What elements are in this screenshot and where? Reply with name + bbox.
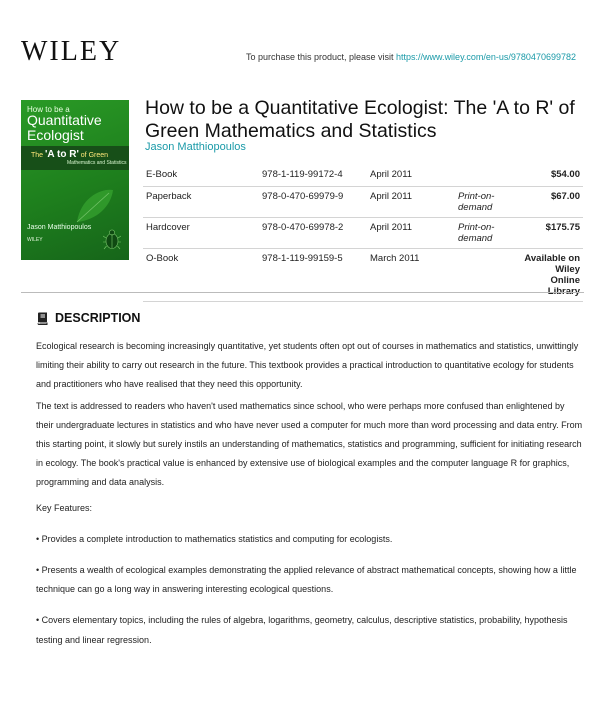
description-paragraph: Ecological research is becoming increasingly quantitative, yet students often opt out of courses in mathematics and statistics, unwittingly limiting their ability to carry out research in the future. This textbook provides a practical introduction to quantitative ecology for students and practitioners who have realised that they need this opportunity. (36, 341, 579, 390)
edition-isbn: 978-1-119-99172-4 (259, 165, 367, 187)
feature-item: • Presents a wealth of ecological examples demonstrating the applied relevance of abstract mathematical concepts, showing how a little technique can go a long way in answering interesting ecological questions. (36, 565, 577, 595)
description-heading (37, 311, 140, 325)
description-paragraph: The text is addressed to readers who haven't used mathematics since school, who were perhaps more confused than enlightened by their undergraduate lectures in statistics and who have never used a computer for much more than word processing and data entry. From this starting point, it slowly but surely instils an understanding of mathematics, statistics and programming, sufficient for initiating research in ecology. The book's practical value is enhanced by extensive use of biological examples and the computer language R for graphics, programming and data analysis. (36, 400, 583, 488)
book-icon (37, 312, 48, 325)
edition-price[interactable]: Available on Wiley Online Library (521, 249, 583, 302)
edition-date: March 2011 (367, 249, 455, 302)
edition-price: $54.00 (521, 165, 583, 187)
edition-row (143, 218, 583, 249)
cover-subtitle: The 'A to R' of Green (31, 149, 109, 160)
edition-note (455, 165, 521, 187)
edition-note (455, 249, 521, 302)
edition-format: E-Book (143, 165, 259, 187)
edition-date: April 2011 (367, 218, 455, 249)
section-divider (21, 292, 584, 293)
description-body (36, 337, 584, 662)
cover-title-line1: How to be a (27, 105, 70, 114)
purchase-prefix: To purchase this product, please visit (245, 52, 397, 62)
edition-format: O-Book (143, 249, 259, 302)
edition-row (143, 165, 583, 187)
feature-item: • Covers elementary topics, including the rules of algebra, logarithms, geometry, calculus, descriptive statistics, probability, hypothesis testing and linear regression. (36, 615, 568, 645)
purchase-link[interactable]: https://www.wiley.com/en-us/9780470699782 (396, 52, 576, 62)
cover-subtitle-line2: Mathematics and Statistics (67, 160, 127, 166)
edition-note: Print-on-demand (455, 187, 521, 218)
key-features-label: Key Features: (36, 502, 93, 513)
edition-row (143, 249, 583, 302)
book-author[interactable]: Jason Matthiopoulos (145, 141, 246, 153)
feature-item: • Provides a complete introduction to mathematics statistics and computing for ecologists. (36, 533, 393, 544)
edition-isbn: 978-0-470-69979-9 (259, 187, 367, 218)
edition-date: April 2011 (367, 187, 455, 218)
editions-table (143, 165, 583, 302)
cover-publisher: WILEY (27, 237, 43, 243)
leaf-icon (73, 186, 117, 226)
cover-title-line2: Quantitative Ecologist (27, 112, 102, 143)
purchase-notice (246, 52, 576, 62)
edition-note: Print-on-demand (455, 218, 521, 249)
edition-date: April 2011 (367, 165, 455, 187)
description-heading-text: DESCRIPTION (55, 311, 141, 325)
beetle-icon (103, 228, 121, 250)
book-title: How to be a Quantitative Ecologist: The 'A to R' of Green Mathematics and Statistics (145, 97, 575, 142)
edition-isbn: 978-1-119-99159-5 (259, 249, 367, 302)
edition-price: $67.00 (521, 187, 583, 218)
edition-format: Hardcover (143, 218, 259, 249)
edition-row (143, 187, 583, 218)
cover-author: Jason Matthiopoulos (27, 224, 92, 231)
edition-isbn: 978-0-470-69978-2 (259, 218, 367, 249)
book-cover (21, 100, 129, 260)
edition-price: $175.75 (521, 218, 583, 249)
edition-format: Paperback (143, 187, 259, 218)
wiley-logo[interactable]: WILEY (21, 36, 122, 67)
